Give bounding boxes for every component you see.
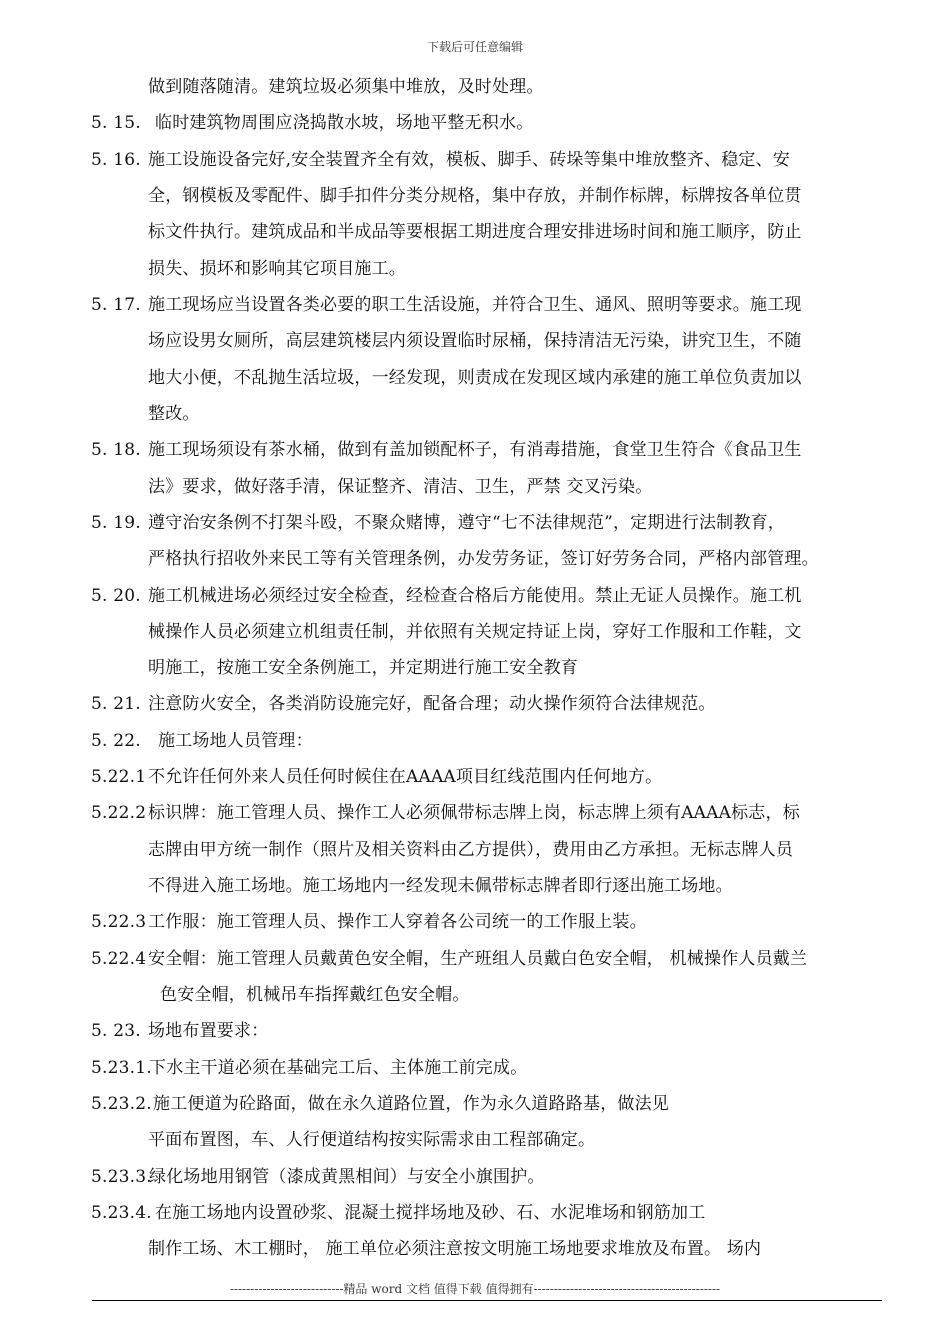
clause-number: 5.23.1.: [91, 1058, 152, 1078]
line-text: 做到随落随清。建筑垃圾必须集中堆放，及时处理。: [148, 77, 544, 97]
line-text: 工作服：施工管理人员、操作工人穿着各公司统一的工作服上装。: [148, 912, 647, 932]
document-line: [91, 508, 785, 538]
line-text: 标识牌：施工管理人员、操作工人必须佩带标志牌上岗，标志牌上须有AAAA标志，标: [148, 803, 800, 823]
page-footer: ----------------------------精品 word 文档 值得下载 值得拥有----------------------------------------------: [229, 1282, 721, 1296]
line-text: 严格执行招收外来民工等有关管理条例，办发劳务证，签订好劳务合同，严格内部管理。: [148, 549, 819, 569]
line-text: 明施工，按施工安全条例施工，并定期进行施工安全教育: [148, 658, 578, 678]
clause-number: 5.23.4.: [91, 1203, 152, 1223]
clause-number: 5. 15.: [91, 113, 141, 133]
document-line: [91, 435, 802, 465]
line-text: 施工设施设备完好,安全装置齐全有效，模板、脚手、砖垛等集中堆放整齐、稳定、安: [148, 150, 791, 170]
document-line: [91, 1089, 669, 1119]
document-line: [148, 326, 802, 356]
document-line: [148, 254, 406, 284]
page-header: 下载后可任意编辑: [426, 40, 523, 54]
clause-number: 5. 22.: [91, 731, 141, 751]
clause-number: 5.23.3.: [91, 1167, 152, 1187]
document-line: [91, 1198, 705, 1228]
line-text: 施工场地人员管理：: [158, 731, 313, 751]
clause-number: 5. 21.: [91, 694, 141, 714]
clause-number: 5. 20.: [91, 586, 141, 606]
clause-number: 5. 17.: [91, 295, 141, 315]
clause-number: 5. 16.: [91, 150, 141, 170]
document-line: [91, 762, 662, 792]
line-text: 地大小便，不乱抛生活垃圾，一经发现，则责成在发现区域内承建的施工单位负责加以: [148, 368, 802, 388]
clause-number: 5.22.4: [91, 949, 147, 969]
clause-number: 5. 23.: [91, 1021, 141, 1041]
document-line: [148, 653, 578, 683]
line-text: 下水主干道必须在基础完工后、主体施工前完成。: [149, 1058, 528, 1078]
line-text: 不允许任何外来人员任何时候住在AAAA项目红线范围内任何地方。: [148, 767, 663, 787]
line-text: 注意防火安全，各类消防设施完好，配备合理；动火操作须符合法律规范。: [148, 694, 716, 714]
line-text: 场应设男女厕所，高层建筑楼层内须设置临时尿桶，保持清洁无污染，讲究卫生，不随: [148, 331, 802, 351]
document-line: [148, 1125, 595, 1155]
document-line: [91, 1016, 268, 1046]
document-line: [91, 726, 313, 756]
document-line: [91, 907, 647, 937]
line-text: 场地布置要求：: [148, 1021, 269, 1041]
line-text: 平面布置图，车、人行便道结构按实际需求由工程部确定。: [148, 1130, 596, 1150]
line-text: 施工便道为砼路面，做在永久道路位置，作为永久道路路基，做法见: [153, 1094, 669, 1114]
line-text: 施工机械进场必须经过安全检查，经检查合格后方能使用。禁止无证人员操作。施工机: [148, 586, 802, 606]
footer-divider: [92, 1300, 882, 1301]
document-line: [91, 581, 802, 611]
document-line: [148, 181, 802, 211]
line-text: 不得进入施工场地。施工场地内一经发现未佩带标志牌者即行逐出施工场地。: [148, 876, 733, 896]
document-line: [148, 217, 802, 247]
document-line: [148, 72, 544, 102]
document-line: [148, 363, 802, 393]
clause-number: 5. 18.: [91, 440, 141, 460]
clause-number: 5. 19.: [91, 513, 141, 533]
document-line: [148, 871, 733, 901]
line-text: 施工现场须设有茶水桶，做到有盖加锁配杯子，有消毒措施，食堂卫生符合《食品卫生: [148, 440, 802, 460]
document-line: [91, 1162, 545, 1192]
document-line: [91, 1053, 527, 1083]
line-text: 整改。: [148, 404, 200, 424]
line-text: 志牌由甲方统一制作（照片及相关资料由乙方提供），费用由乙方承担。无标志牌人员: [148, 840, 794, 860]
line-text: 损失、损坏和影响其它项目施工。: [148, 259, 406, 279]
document-line: [148, 835, 793, 865]
document-line: [91, 108, 533, 138]
document-line: [91, 798, 800, 828]
document-line: [160, 980, 470, 1010]
line-text: 临时建筑物周围应浇捣散水坡，场地平整无积水。: [155, 113, 534, 133]
document-line: [148, 399, 200, 429]
document-line: [148, 617, 802, 647]
clause-number: 5.22.1: [91, 767, 147, 787]
line-text: 色安全帽，机械吊车指挥戴红色安全帽。: [160, 985, 470, 1005]
document-line: [91, 145, 790, 175]
clause-number: 5.22.2: [91, 803, 147, 823]
document-line: [91, 689, 716, 719]
document-line: [91, 290, 802, 320]
clause-number: 5.22.3: [91, 912, 147, 932]
document-line: [148, 472, 652, 502]
line-text: 制作工场、木工棚时， 施工单位必须注意按文明施工场地要求堆放及布置。 场内: [148, 1239, 762, 1259]
document-line: [148, 544, 819, 574]
document-line: [148, 1234, 761, 1264]
line-text: 在施工场地内设置砂浆、混凝土搅拌场地及砂、石、水泥堆场和钢筋加工: [155, 1203, 706, 1223]
line-text: 法》要求，做好落手清，保证整齐、清洁、卫生，严禁 交叉污染。: [148, 477, 653, 497]
document-line: [91, 944, 807, 974]
line-text: 绿化场地用钢管（漆成黄黑相间）与安全小旗围护。: [149, 1167, 545, 1187]
line-text: 标文件执行。建筑成品和半成品等要根据工期进度合理安排进场时间和施工顺序，防止: [148, 222, 802, 242]
line-text: 施工现场应当设置各类必要的职工生活设施，并符合卫生、通风、照明等要求。施工现: [148, 295, 802, 315]
line-text: 械操作人员必须建立机组责任制，并依照有关规定持证上岗，穿好工作服和工作鞋，文: [148, 622, 802, 642]
clause-number: 5.23.2.: [91, 1094, 152, 1114]
line-text: 安全帽：施工管理人员戴黄色安全帽，生产班组人员戴白色安全帽， 机械操作人员戴兰: [148, 949, 808, 969]
line-text: 遵守治安条例不打架斗殴，不聚众赌博，遵守“七不法律规范”，定期进行法制教育，: [148, 513, 785, 533]
line-text: 全，钢模板及零配件、脚手扣件分类分规格，集中存放，并制作标牌，标牌按各单位贯: [148, 186, 802, 206]
